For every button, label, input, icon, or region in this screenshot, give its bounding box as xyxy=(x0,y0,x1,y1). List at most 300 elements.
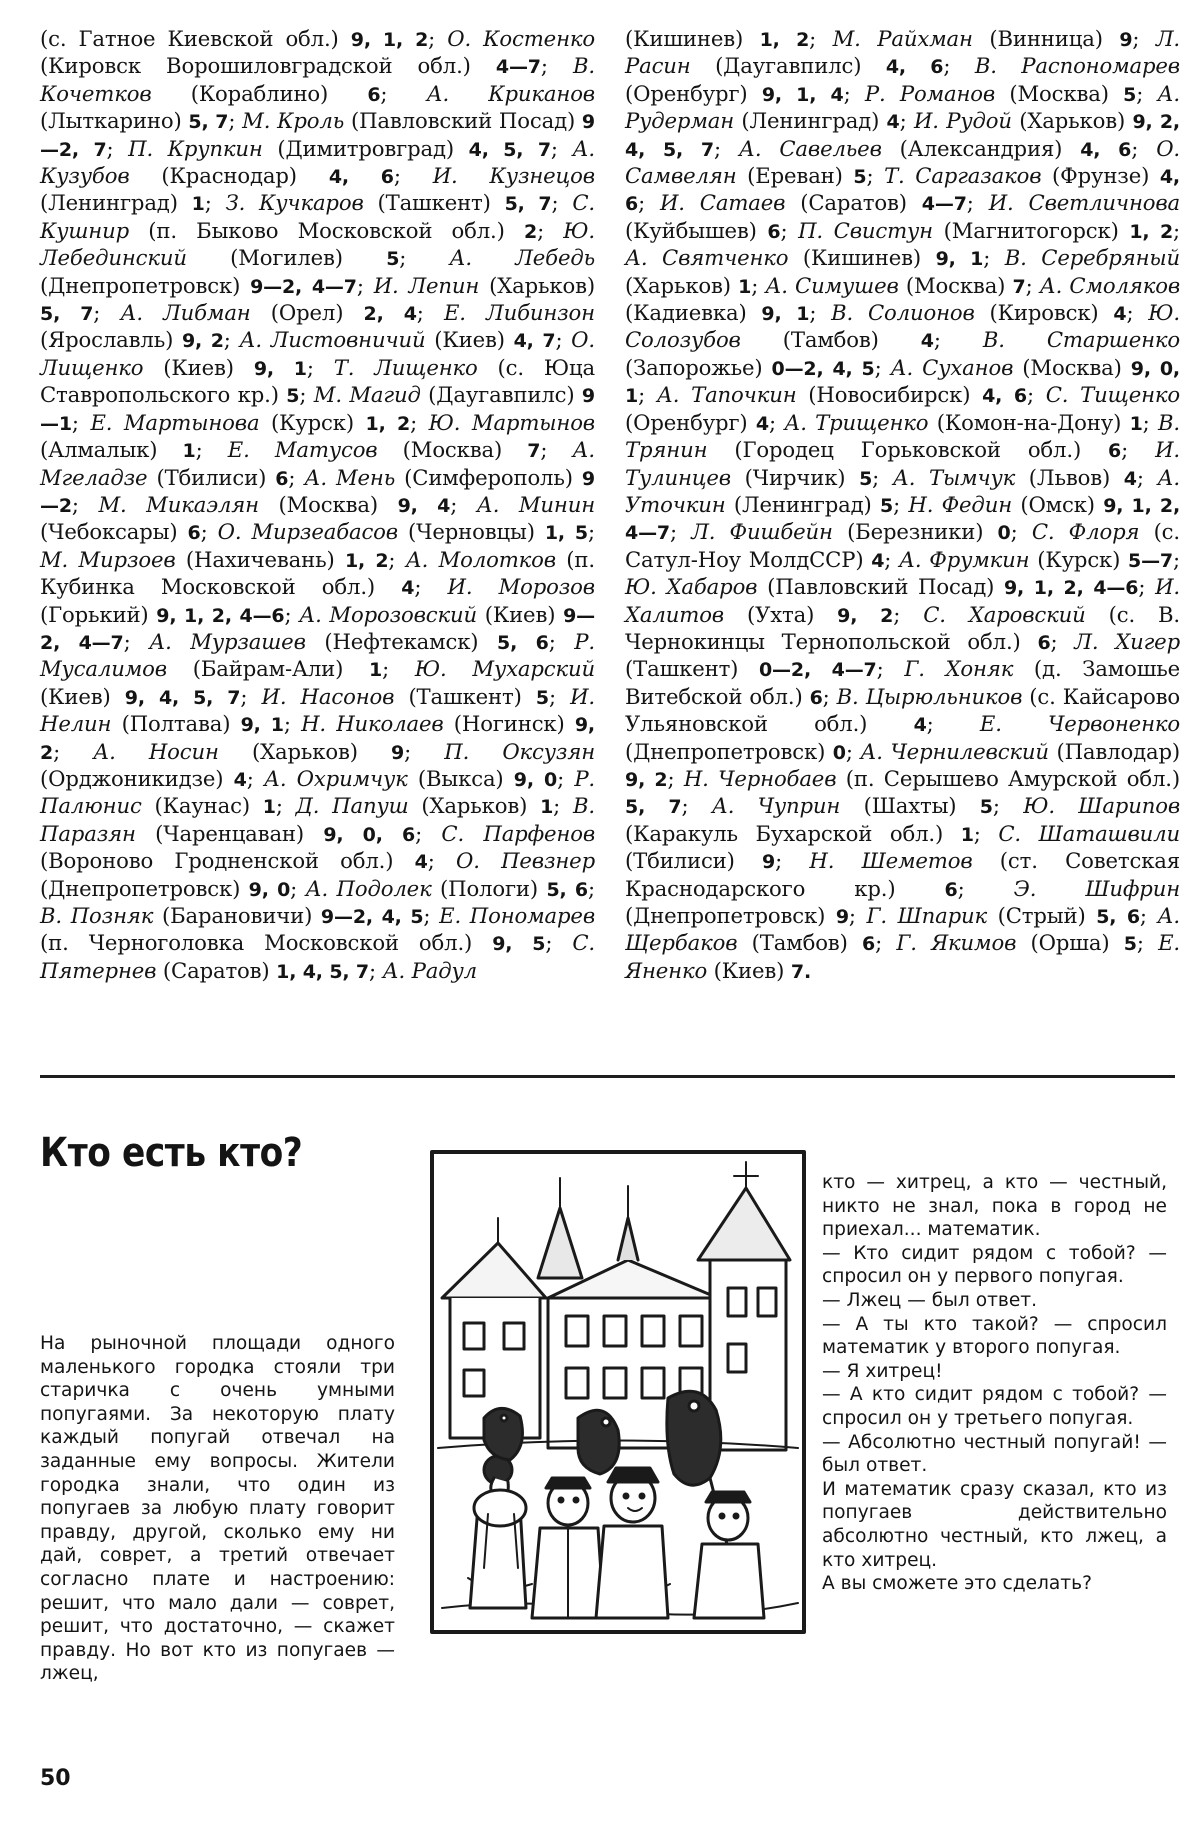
roster-text: (Москва) xyxy=(1013,354,1131,380)
participant-name: В. Позняк xyxy=(40,903,154,928)
roster-text: (Москва) xyxy=(898,272,1013,298)
solved-problems: 9—2, 4, 5 xyxy=(320,906,424,928)
roster-text: (Магнитогорск) xyxy=(932,217,1130,243)
roster-text: ; xyxy=(388,546,406,572)
participant-name: В. Трянин xyxy=(625,409,1181,463)
solved-problems: 9—2, 7 xyxy=(40,111,595,161)
participant-name: Н. Чернобаев xyxy=(683,765,837,791)
solved-problems: 5, 7 xyxy=(188,111,229,134)
participant-name: В. Цырюльников xyxy=(836,683,1023,709)
roster-text: ; xyxy=(866,163,885,189)
puzzle-intro-column xyxy=(40,1332,395,1686)
participant-name: А. Уточкин xyxy=(625,464,1181,517)
roster-text: (Киев) xyxy=(707,957,791,983)
roster-text: ; xyxy=(638,382,657,408)
roster-text: (Ташкент) xyxy=(394,683,536,709)
roster-text: (Тамбов) xyxy=(737,930,862,956)
participant-name: Г. Якимов xyxy=(896,930,1017,956)
participant-name: И. Рудой xyxy=(913,108,1012,134)
roster-text: ; xyxy=(1131,135,1157,161)
roster-text: ; xyxy=(1136,80,1158,106)
roster-text: (Оренбург) xyxy=(625,409,756,435)
roster-text: (Тбилиси) xyxy=(625,848,763,874)
roster-text: (Новосибирск) xyxy=(796,382,983,408)
roster-text: ; xyxy=(306,354,334,380)
roster-text: ; xyxy=(415,820,442,846)
roster-text: ; xyxy=(427,848,456,874)
participant-name: М. Райхман xyxy=(832,26,973,51)
roster-text: (Березники) xyxy=(832,519,998,545)
participant-name: С. Шаташвили xyxy=(998,820,1180,846)
puzzle-paragraph: — Лжец — был ответ. xyxy=(822,1289,1038,1311)
participant-name: А. Мурзашев xyxy=(149,628,306,654)
roster-text: (Димитровград) xyxy=(262,135,469,161)
participant-name: В. Солионов xyxy=(831,300,975,326)
solved-problems: 4, 6 xyxy=(328,166,394,189)
solved-problems: 5 xyxy=(1123,933,1137,956)
roster-text: ; xyxy=(71,491,99,517)
solved-problems: 4 xyxy=(886,111,900,134)
roster-text: (Москва) xyxy=(377,437,528,463)
roster-text: (Каунас) xyxy=(141,793,263,819)
participant-name: О. Лищенко xyxy=(40,327,595,380)
roster-text: ; xyxy=(555,327,572,353)
solved-problems: 4 xyxy=(755,412,769,435)
solved-problems: 7 xyxy=(1012,275,1026,298)
solved-problems: 5 xyxy=(859,467,873,490)
roster-text: ; xyxy=(809,300,832,326)
roster-text: ; xyxy=(1126,300,1149,326)
roster-column-right xyxy=(625,26,1180,985)
roster-text: ; xyxy=(537,217,564,243)
solved-problems: 9 xyxy=(1119,29,1133,51)
solved-problems: 9, 0 xyxy=(513,768,558,791)
roster-text: ; xyxy=(540,53,573,79)
roster-text: (Алмалык) xyxy=(40,437,183,463)
roster-text: (Днепропетровск) xyxy=(625,903,836,928)
roster-text: (Комон-на-Дону) xyxy=(928,409,1130,435)
solved-problems: 6 xyxy=(367,83,381,106)
roster-text: ; xyxy=(369,957,383,983)
participant-name: А. Охримчук xyxy=(263,765,408,791)
solved-problems: 1, 2 xyxy=(365,412,411,435)
roster-text: (Кишинев) xyxy=(788,245,936,271)
roster-text: (Байрам-Али) xyxy=(166,656,370,682)
solved-problems: 5 xyxy=(879,494,894,517)
participant-name: Н. Шеметов xyxy=(809,848,973,874)
parrots-market-illustration xyxy=(428,1148,808,1636)
roster-text: ; xyxy=(1136,464,1158,490)
roster-text: ; xyxy=(228,108,243,134)
roster-text: ; xyxy=(240,683,262,709)
solved-problems: 9, 0 xyxy=(248,878,291,901)
roster-text: ; xyxy=(899,108,914,134)
solved-problems: 4 xyxy=(401,577,415,600)
solved-problems: 4, 7 xyxy=(513,330,556,353)
solved-problems: 5, 6 xyxy=(497,631,549,654)
roster-text: (Могилев) xyxy=(186,245,387,271)
roster-text: (Львов) xyxy=(1015,464,1124,490)
participant-name: Е. Мартынова xyxy=(90,409,260,435)
roster-text: (Кировск Ворошиловградской обл.) xyxy=(40,53,496,79)
solved-problems: 9, 4, 5, 7 xyxy=(124,686,241,709)
participant-name: С. Флоря xyxy=(1031,519,1140,545)
solved-problems: 1 xyxy=(369,659,383,682)
participant-name: А. Чернилевский xyxy=(860,738,1049,764)
participant-name: В. Распономарев xyxy=(974,53,1180,79)
roster-text: (Кораблино) xyxy=(151,80,368,106)
roster-text: (Тбилиси) xyxy=(147,464,276,490)
roster-text: ; xyxy=(53,738,94,764)
puzzle-paragraph: — Кто сидит рядом с тобой? — спросил он у первого попугая. xyxy=(822,1242,1167,1288)
participant-name: Е. Матусов xyxy=(227,437,378,463)
solved-problems: 9, 1, 2, 4—6 xyxy=(156,604,285,627)
solved-problems: 9, 0, 6 xyxy=(323,823,416,846)
roster-text: (Симферополь) xyxy=(395,464,582,490)
roster-text: ; xyxy=(399,245,450,271)
solved-problems: 9, 1, 4 xyxy=(761,83,844,106)
roster-text: (Ереван) xyxy=(736,163,854,189)
participant-name: А. Тапочкин xyxy=(656,382,797,408)
participant-name: В. Паразян xyxy=(40,793,595,846)
participant-name: П. Оксузян xyxy=(444,738,595,764)
participant-name: И. Халитов xyxy=(625,574,1180,627)
solved-problems: 1 xyxy=(738,275,752,298)
roster-text: (Харьков) xyxy=(218,738,392,764)
roster-text: ; xyxy=(875,930,897,956)
roster-text: (Стрый) xyxy=(987,903,1097,928)
participant-name: С. Пятернев xyxy=(40,930,595,983)
solved-problems: 0 xyxy=(997,522,1011,545)
participant-name: И. Нелин xyxy=(40,683,596,737)
roster-text: ; xyxy=(667,765,684,791)
roster-text: (Каракуль Бухарской обл.) xyxy=(625,820,961,846)
solved-problems: 9, 1 xyxy=(935,248,984,271)
solved-problems: 9, 1 xyxy=(240,714,284,737)
solved-problems: 4 xyxy=(871,549,885,572)
participant-name: А. Либман xyxy=(120,300,251,326)
roster-text: ; xyxy=(557,765,575,791)
solved-problems: 5 xyxy=(853,166,867,189)
roster-text: ; xyxy=(1173,217,1181,243)
solved-problems: 9, 5 xyxy=(492,933,546,956)
roster-text: (Пологи) xyxy=(431,875,547,901)
section-divider xyxy=(40,1075,1175,1078)
roster-text: (Даугавпилс) xyxy=(420,382,582,408)
roster-text: ; xyxy=(884,546,900,572)
participant-name: И. Сатаев xyxy=(659,190,786,216)
roster-text: ; xyxy=(893,601,924,627)
roster-text: ; xyxy=(545,930,573,956)
participant-name: Л. Хигер xyxy=(1074,628,1180,654)
participant-name: Т. Саргазаков xyxy=(884,163,1042,189)
solved-problems: 9, 1 xyxy=(253,357,307,380)
solved-problems: 2, 4 xyxy=(363,303,417,326)
solved-problems: 9—1 xyxy=(40,385,595,435)
participant-name: М. Микаэлян xyxy=(98,491,259,517)
solved-problems: 5 xyxy=(535,686,549,709)
roster-text: (Орша) xyxy=(1016,930,1124,956)
participant-name: И. Насонов xyxy=(261,683,395,709)
participant-name: В. Серебряный xyxy=(1004,245,1180,271)
participant-name: А. Морозовский xyxy=(299,601,477,627)
solved-problems: 5 xyxy=(1123,83,1137,106)
solved-problems: 5 xyxy=(386,248,400,271)
roster-text: ; xyxy=(874,354,891,380)
puzzle-title: Кто есть кто? xyxy=(40,1130,303,1176)
participant-name: С. Кушнир xyxy=(40,190,595,243)
participant-name: Э. Шифрин xyxy=(1013,875,1181,901)
roster-text: ; xyxy=(288,464,305,490)
roster-text: ; xyxy=(848,903,867,928)
solved-problems: 9 xyxy=(391,741,405,764)
participant-name: А. Кузубов xyxy=(40,135,595,189)
roster-text: (Запорожье) xyxy=(625,354,772,380)
roster-text: (Курск) xyxy=(1029,546,1129,572)
roster-text: (Харьков) xyxy=(408,793,541,819)
solved-problems: 5, 7 xyxy=(40,303,94,326)
participant-name: А. Симушев xyxy=(765,272,899,298)
roster-column-left xyxy=(40,26,595,985)
roster-text: ; xyxy=(966,190,989,216)
roster-text: (Харьков) xyxy=(625,272,739,298)
roster-text: (Даугавпилс) xyxy=(690,53,886,79)
participant-name: И. Тулинцев xyxy=(625,437,1180,490)
solved-problems: 6 xyxy=(1037,631,1051,654)
participant-name: М. Кроль xyxy=(242,108,345,134)
solved-problems: 6 xyxy=(809,686,823,709)
participant-name: Л. Расин xyxy=(625,26,1180,79)
roster-text: (Орел) xyxy=(250,300,364,326)
solved-problems: 1, 2 xyxy=(344,549,389,572)
roster-text: ; xyxy=(548,683,571,709)
participant-name: Т. Лищенко xyxy=(333,354,478,380)
solved-problems: 5, 7 xyxy=(504,193,552,216)
solved-problems: 9, 4 xyxy=(397,494,451,517)
solved-problems: 1 xyxy=(960,823,974,846)
solved-problems: 9, 2 xyxy=(837,604,894,627)
participant-name: Н. Николаев xyxy=(301,711,444,737)
roster-text: ; xyxy=(1121,437,1156,463)
roster-text: (с. Юца Ставропольского кр.) xyxy=(40,354,595,408)
solved-problems: 5, 7 xyxy=(625,796,682,819)
solved-problems: 4, 5, 7 xyxy=(468,138,551,161)
roster-text: (Ташкент) xyxy=(625,656,759,682)
puzzle-paragraph: — Я хитрец! xyxy=(822,1360,943,1382)
roster-text: (Кишинев) xyxy=(625,26,760,51)
participant-name: А. Суханов xyxy=(890,354,1014,380)
puzzle-paragraph: И математик сразу сказал, кто из попугаев действительно абсолютно честный, кто лжец, а кто хитрец. xyxy=(822,1478,1167,1571)
roster-text: ; xyxy=(872,464,893,490)
solved-problems: 4, 6 xyxy=(1080,138,1132,161)
roster-text: (Тамбов) xyxy=(740,327,921,353)
roster-text: (Киев) xyxy=(477,601,564,627)
participant-name: В. Старшенко xyxy=(982,327,1180,353)
roster-text: (Городец Горьковской обл.) xyxy=(707,437,1109,463)
participant-name: А. Савельев xyxy=(738,135,882,161)
participant-name: Ю. Лебединский xyxy=(40,217,596,271)
participant-name: А. Молотков xyxy=(405,546,556,572)
puzzle-intro-paragraph: На рыночной площади одного маленького городка стояли три старичка с очень умными попугаями. За некоторую плату каждый попугай отвечал на заданные ему вопросы. Жители городка знали, что один из попугаев за любую плату говорит правду, другой, сколько ему ни дай, соврет, а третий отвечает согласно плате и настроению: решит, что мало дали — соврет, решит, что достаточно, — скажет правду. Но вот кто из попугаев — лжец, xyxy=(40,1333,395,1685)
participant-name: Р. Мусалимов xyxy=(40,628,595,682)
participant-name: А. Мень xyxy=(304,464,396,490)
roster-text: ; xyxy=(540,437,573,463)
roster-text: ; xyxy=(876,656,905,682)
roster-text: ; xyxy=(845,738,861,764)
solved-problems: 9 xyxy=(762,851,776,874)
roster-text: ; xyxy=(992,793,1024,819)
roster-text: ; xyxy=(404,738,445,764)
roster-text: ; xyxy=(775,848,810,874)
solved-problems: 4 xyxy=(414,851,428,874)
roster-text: ; xyxy=(822,683,837,709)
participant-name: Ю. Мартынов xyxy=(428,409,595,435)
roster-text: (Днепропетровск) xyxy=(40,272,251,298)
roster-text: (п. Серышево Амурской обл.) xyxy=(836,765,1180,791)
participant-name: С. Тищенко xyxy=(1045,382,1180,408)
solved-problems: 9, 1, 2, 4—7 xyxy=(625,494,1181,545)
roster-text: ; xyxy=(638,190,660,216)
roster-text: ; xyxy=(933,327,983,353)
roster-text: ; xyxy=(284,601,300,627)
roster-text: (Чирчик) xyxy=(730,464,860,490)
participant-name: А. Подолек xyxy=(305,875,432,901)
solved-problems: 5, 6 xyxy=(546,878,588,901)
roster-text: ; xyxy=(414,574,448,600)
participant-name: Р. Палюнис xyxy=(40,765,596,819)
solved-problems: 1 xyxy=(262,796,276,819)
roster-text: ; xyxy=(957,875,1014,901)
roster-text: (Днепропетровск) xyxy=(40,875,249,901)
solved-problems: 9, 1, 2 xyxy=(350,29,429,51)
roster-text: ; xyxy=(71,409,91,435)
roster-text: (Нахичевань) xyxy=(175,546,345,572)
roster-text: (Выкса) xyxy=(407,765,514,791)
puzzle-dialogue-column xyxy=(822,1171,1167,1596)
roster-text: (Павлодар) xyxy=(1048,738,1180,764)
roster-text: ; xyxy=(299,382,314,408)
roster-text: ; xyxy=(809,26,833,51)
roster-text: (с. В. Чернокинцы Тернопольской обл.) xyxy=(625,601,1181,654)
roster-text: (Харьков) xyxy=(479,272,596,298)
roster-text: (Курск) xyxy=(259,409,366,435)
solved-problems: 9, 2 xyxy=(40,714,595,764)
solved-problems: 9, 1 xyxy=(761,303,810,326)
solved-problems: 9, 2, 4, 5, 7 xyxy=(625,111,1180,161)
participant-name: А. Щербаков xyxy=(625,903,1180,956)
participant-name: А. Тымчук xyxy=(892,464,1016,490)
solved-problems: 9, 0, 1 xyxy=(625,357,1180,408)
roster-text: ; xyxy=(246,765,264,791)
roster-text: (Омск) xyxy=(1012,491,1104,517)
solved-problems: 0—2, 4—7 xyxy=(758,659,877,682)
roster-text: ; xyxy=(681,793,712,819)
roster-text: (Полтава) xyxy=(111,711,241,737)
solved-problems: 5 xyxy=(286,385,300,408)
roster-text: (п. Быково Московской обл.) xyxy=(129,217,524,243)
puzzle-paragraph: — А ты кто такой? — спросил математик у второго попугая. xyxy=(822,1313,1167,1359)
roster-text: ; xyxy=(768,409,785,435)
solved-problems: 7. xyxy=(790,960,812,983)
solved-problems: 1, 5 xyxy=(544,522,588,545)
roster-text: (Барановичи) xyxy=(153,903,321,928)
participant-name: Ю. Хабаров xyxy=(625,574,758,600)
solved-problems: 4 xyxy=(913,714,927,737)
participant-name: П. Свистун xyxy=(798,217,933,243)
roster-text: ; xyxy=(423,903,440,928)
roster-text: ; xyxy=(550,135,573,161)
solved-problems: 6 xyxy=(1108,440,1122,463)
roster-text: (Оренбург) xyxy=(625,80,762,106)
roster-text: (ст. Советская Краснодарского кр.) xyxy=(625,848,1180,901)
roster-text: ; xyxy=(1142,409,1158,435)
roster-text: (Ленинград) xyxy=(734,108,887,134)
participant-name: Н. Федин xyxy=(908,491,1013,517)
participant-name: Ю. Шарипов xyxy=(1023,793,1180,819)
roster-text: (Винница) xyxy=(972,26,1120,51)
participant-name: А. Лебедь xyxy=(449,245,596,271)
participant-name: Е. Либинзон xyxy=(443,300,595,326)
participant-name: А. Святченко xyxy=(625,245,789,271)
roster-text: (Краснодар) xyxy=(129,163,329,189)
roster-text: ; xyxy=(713,135,739,161)
roster-text: ; xyxy=(204,190,226,216)
roster-text: (Москва) xyxy=(995,80,1124,106)
solved-problems: 6 xyxy=(187,522,201,545)
roster-text: ; xyxy=(1173,546,1181,572)
participant-name: В. Кочетков xyxy=(40,53,595,106)
roster-text: (с. Кайсарово Ульяновской обл.) xyxy=(625,683,1180,737)
participant-name: А. Листовничий xyxy=(239,327,426,353)
participant-name: А. Рудерман xyxy=(625,80,1180,134)
roster-text: (с. Сатул-Ноу МолдССР) xyxy=(625,519,1180,572)
solved-problems: 9—2, 4—7 xyxy=(40,604,595,654)
puzzle-paragraph: А вы сможете это сделать? xyxy=(822,1573,1092,1595)
roster-text: ; xyxy=(275,793,296,819)
puzzle-paragraph: — А кто сидит рядом с тобой? — спросил он у третьего попугая. xyxy=(822,1384,1167,1429)
roster-text: (Кадиевка) xyxy=(625,300,762,326)
roster-text: (Киев) xyxy=(143,354,254,380)
roster-text: (Чебоксары) xyxy=(40,519,188,545)
participant-name: А. Криканов xyxy=(426,80,595,106)
roster-text: (Орджоникидзе) xyxy=(40,765,234,791)
roster-text: ; xyxy=(1139,903,1158,928)
solved-problems: 7 xyxy=(527,440,541,463)
roster-text: ; xyxy=(1132,26,1156,51)
participant-name: З. Кучкаров xyxy=(225,190,364,216)
roster-text: ; xyxy=(195,437,228,463)
solved-problems: 9, 2 xyxy=(181,330,224,353)
roster-text: (Ташкент) xyxy=(363,190,505,216)
roster-text: ; xyxy=(416,300,444,326)
solved-problems: 1, 2 xyxy=(1129,220,1174,243)
participant-name: Е. Пономарев xyxy=(439,903,595,928)
solved-problems: 6 xyxy=(861,933,876,956)
participant-name: Р. Романов xyxy=(864,80,996,106)
roster-text: (д. Замошье Витебской обл.) xyxy=(625,656,1181,709)
solved-problems: 4, 6 xyxy=(625,166,1180,216)
solved-problems: 9 xyxy=(835,906,849,928)
solved-problems: 6 xyxy=(767,220,781,243)
solved-problems: 6 xyxy=(275,467,289,490)
solved-problems: 9, 2 xyxy=(625,768,668,791)
participant-name: И. Лепин xyxy=(373,272,480,298)
solved-problems: 4—7 xyxy=(921,193,967,216)
roster-text: ; xyxy=(200,519,218,545)
roster-text: ; xyxy=(1050,628,1075,654)
roster-text: ; xyxy=(780,217,799,243)
solved-problems: 0—2, 4, 5 xyxy=(771,357,875,380)
